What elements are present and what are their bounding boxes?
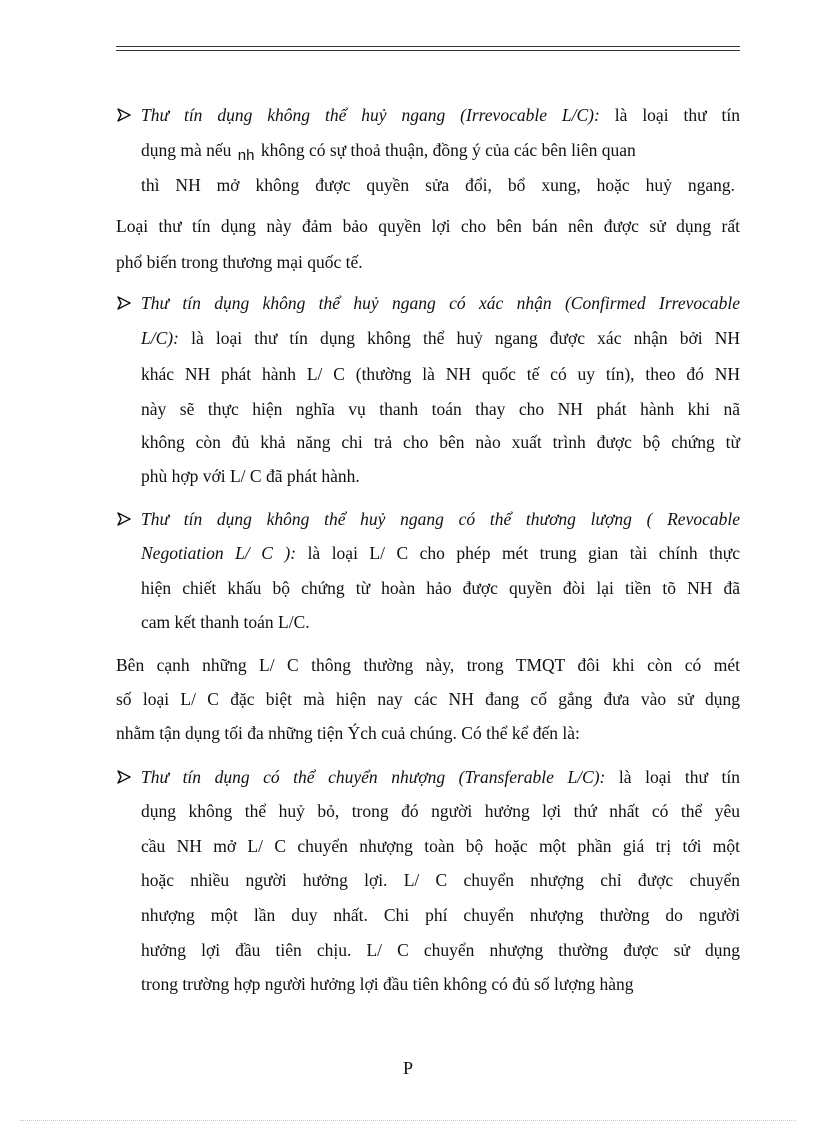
bullet4-line1 — [141, 767, 740, 787]
bullet4-title: Thư tín dụng có thể chuyển nhượng (Transferable L/C): — [141, 767, 606, 787]
para1-line2: phổ biến trong thương mại quốc tế. — [116, 252, 363, 272]
bullet2-line2-rest: là loại thư tín dụng không thể huỷ ngang được xác nhận bởi NH — [191, 328, 741, 348]
bullet4-line5: nhượng một lần duy nhất. Chi phí chuyển nhượng thường do người — [141, 905, 740, 925]
bullet2-line3: khác NH phát hành L/ C (thường là NH quốc tế có uy tín), theo đó NH — [141, 364, 740, 384]
bullet2-line4: này sẽ thực hiện nghĩa vụ thanh toán thay cho NH phát hành khi nã — [141, 399, 740, 419]
para1-line1: Loại thư tín dụng này đảm bảo quyền lợi cho bên bán nên được sử dụng rất — [116, 216, 740, 236]
bullet2-line5: không còn đủ khả năng chi trả cho bên nào xuất trình được bộ chứng từ — [141, 432, 740, 452]
page-number: P — [402, 1058, 413, 1078]
header-rule-top — [116, 46, 740, 47]
bullet2-line6: phù hợp với L/ C đã phát hành. — [141, 466, 360, 486]
bullet1-line2 — [141, 140, 740, 162]
para2-line2: số loại L/ C đặc biệt mà hiện nay các NH đang cố gắng đưa vào sử dụng — [116, 689, 740, 709]
para2-line1: Bên cạnh những L/ C thông thường này, trong TMQT đôi khi còn có mét — [116, 655, 740, 675]
bullet4-line1-rest: là loại thư tín — [618, 767, 740, 787]
bullet3-title-line2: Negotiation L/ C ): — [141, 543, 297, 563]
bullet1-line1 — [141, 105, 740, 125]
bullet4-line2: dụng không thể huỷ bỏ, trong đó người hưởng lợi thứ nhất có thể yêu — [141, 801, 740, 821]
bullet3-title-line1: Thư tín dụng không thể huỷ ngang có thể thương lượng ( Revocable — [141, 509, 740, 529]
bullet2-line2 — [141, 328, 740, 348]
bullet1-title: Thư tín dụng không thể huỷ ngang (Irrevocable L/C): — [141, 105, 600, 125]
bullet4-line3: cầu NH mở L/ C chuyển nhượng toàn bộ hoặc một phần giá trị tới một — [141, 836, 740, 856]
bullet2-title-line2: L/C): — [141, 328, 179, 348]
arrow-bullet-icon — [116, 105, 132, 125]
arrow-bullet-icon — [116, 509, 132, 529]
bullet2-title-line1: Thư tín dụng không thể huỷ ngang có xác nhận (Confirmed Irrevocable — [141, 293, 740, 313]
bullet1-line2-sub: nh — [237, 147, 255, 164]
arrow-bullet-icon — [116, 767, 132, 787]
bullet3-line2-rest: là loại L/ C cho phép mét trung gian tài chính thực — [307, 543, 740, 563]
bullet1-line1-rest: là loại thư tín — [614, 105, 740, 125]
bullet1-line3: thì NH mở không được quyền sửa đổi, bổ xung, hoặc huỷ ngang. — [141, 175, 735, 195]
bullet1-line2-b: không có sự thoả thuận, đồng ý của các bên liên quan — [260, 140, 636, 160]
bullet4-line7: trong trường hợp người hưởng lợi đầu tiên không có đủ số lượng hàng — [141, 974, 634, 994]
bullet3-line4: cam kết thanh toán L/C. — [141, 612, 310, 632]
para2-line3: nhằm tận dụng tối đa những tiện Ých cuả chúng. Có thể kể đến là: — [116, 723, 580, 743]
page-bottom-edge — [20, 1120, 796, 1121]
bullet1-line2-a: dụng mà nếu — [141, 140, 232, 160]
bullet4-line4: hoặc nhiều người hưởng lợi. L/ C chuyển nhượng chỉ được chuyển — [141, 870, 740, 890]
bullet3-line3: hiện chiết khấu bộ chứng từ hoàn hảo được quyền đòi lại tiền tõ NH đã — [141, 578, 740, 598]
header-rule-bottom — [116, 50, 740, 51]
arrow-bullet-icon — [116, 293, 132, 313]
bullet3-line2 — [141, 543, 740, 563]
bullet4-line6: hưởng lợi đầu tiên chịu. L/ C chuyển nhượng thường được sử dụng — [141, 940, 740, 960]
